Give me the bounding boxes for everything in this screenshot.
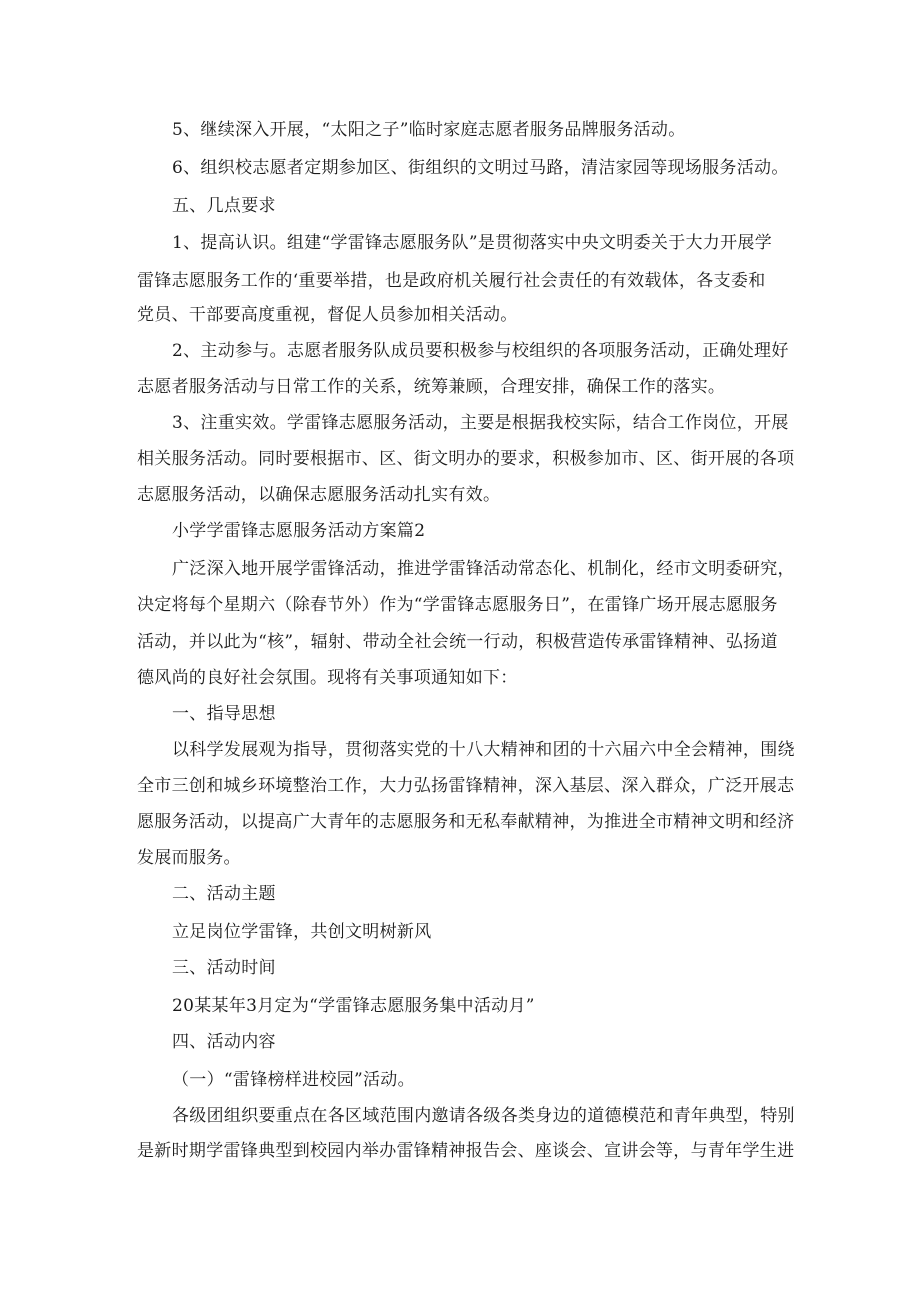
text-line: 志愿服务活动，以确保志愿服务活动扎实有效。 bbox=[137, 485, 501, 505]
text-line: 发展而服务。 bbox=[137, 848, 241, 868]
text-line: 雷锋志愿服务工作的‘重要举措，也是政府机关履行社会责任的有效载体，各支委和 bbox=[137, 271, 766, 291]
text-line: 以科学发展观为指导，贯彻落实党的十八大精神和团的十六届六中全会精神，围绕 bbox=[172, 740, 795, 760]
text-line: 2、主动参与。志愿者服务队成员要积极参与校组织的各项服务活动，正确处理好 bbox=[172, 341, 789, 361]
article-title: 小学学雷锋志愿服务活动方案篇2 bbox=[172, 521, 426, 541]
section-heading: 四、活动内容 bbox=[172, 1032, 276, 1052]
text-line: 6、组织校志愿者定期参加区、街组织的文明过马路，清洁家园等现场服务活动。 bbox=[172, 158, 789, 178]
text-line: 3、注重实效。学雷锋志愿服务活动，主要是根据我校实际，结合工作岗位，开展 bbox=[172, 413, 789, 433]
text-line: 相关服务活动。同时要根据市、区、街文明办的要求，积极参加市、区、街开展的各项 bbox=[137, 449, 795, 469]
subsection-heading: （一）“雷锋榜样进校园”活动。 bbox=[172, 1070, 415, 1090]
text-line: 各级团组织要重点在各区域范围内邀请各级各类身边的道德模范和青年典型，特别 bbox=[172, 1106, 795, 1126]
text-line: 德风尚的良好社会氛围。现将有关事项通知如下： bbox=[137, 668, 518, 688]
text-line: 20某某年3月定为“学雷锋志愿服务集中活动月” bbox=[172, 996, 535, 1016]
text-line: 全市三创和城乡环境整治工作，大力弘扬雷锋精神，深入基层、深入群众，广泛开展志 bbox=[137, 776, 795, 796]
text-line: 决定将每个星期六（除春节外）作为“学雷锋志愿服务日”，在雷锋广场开展志愿服务 bbox=[137, 595, 778, 615]
section-heading: 五、几点要求 bbox=[172, 196, 276, 216]
text-line: 是新时期学雷锋典型到校园内举办雷锋精神报告会、座谈会、宣讲会等，与青年学生进 bbox=[137, 1141, 795, 1161]
text-line: 1、提高认识。组建“学雷锋志愿服务队”是贯彻落实中央文明委关于大力开展学 bbox=[172, 233, 772, 253]
text-line: 志愿者服务活动与日常工作的关系，统筹兼顾，合理安排，确保工作的落实。 bbox=[137, 377, 726, 397]
text-line: 广泛深入地开展学雷锋活动，推进学雷锋活动常态化、机制化，经市文明委研究， bbox=[172, 559, 795, 579]
section-heading: 三、活动时间 bbox=[172, 958, 276, 978]
section-heading: 二、活动主题 bbox=[172, 884, 276, 904]
text-line: 党员、干部要高度重视，督促人员参加相关活动。 bbox=[137, 305, 518, 325]
section-heading: 一、指导思想 bbox=[172, 704, 276, 724]
text-line: 愿服务活动，以提高广大青年的志愿服务和无私奉献精神，为推进全市精神文明和经济 bbox=[137, 812, 795, 832]
text-line: 5、继续深入开展，“太阳之子”临时家庭志愿者服务品牌服务活动。 bbox=[172, 120, 686, 140]
text-line: 立足岗位学雷锋，共创文明树新风 bbox=[172, 922, 432, 942]
text-line: 活动，并以此为“核”，辐射、带动全社会统一行动，积极营造传承雷锋精神、弘扬道 bbox=[137, 632, 778, 652]
